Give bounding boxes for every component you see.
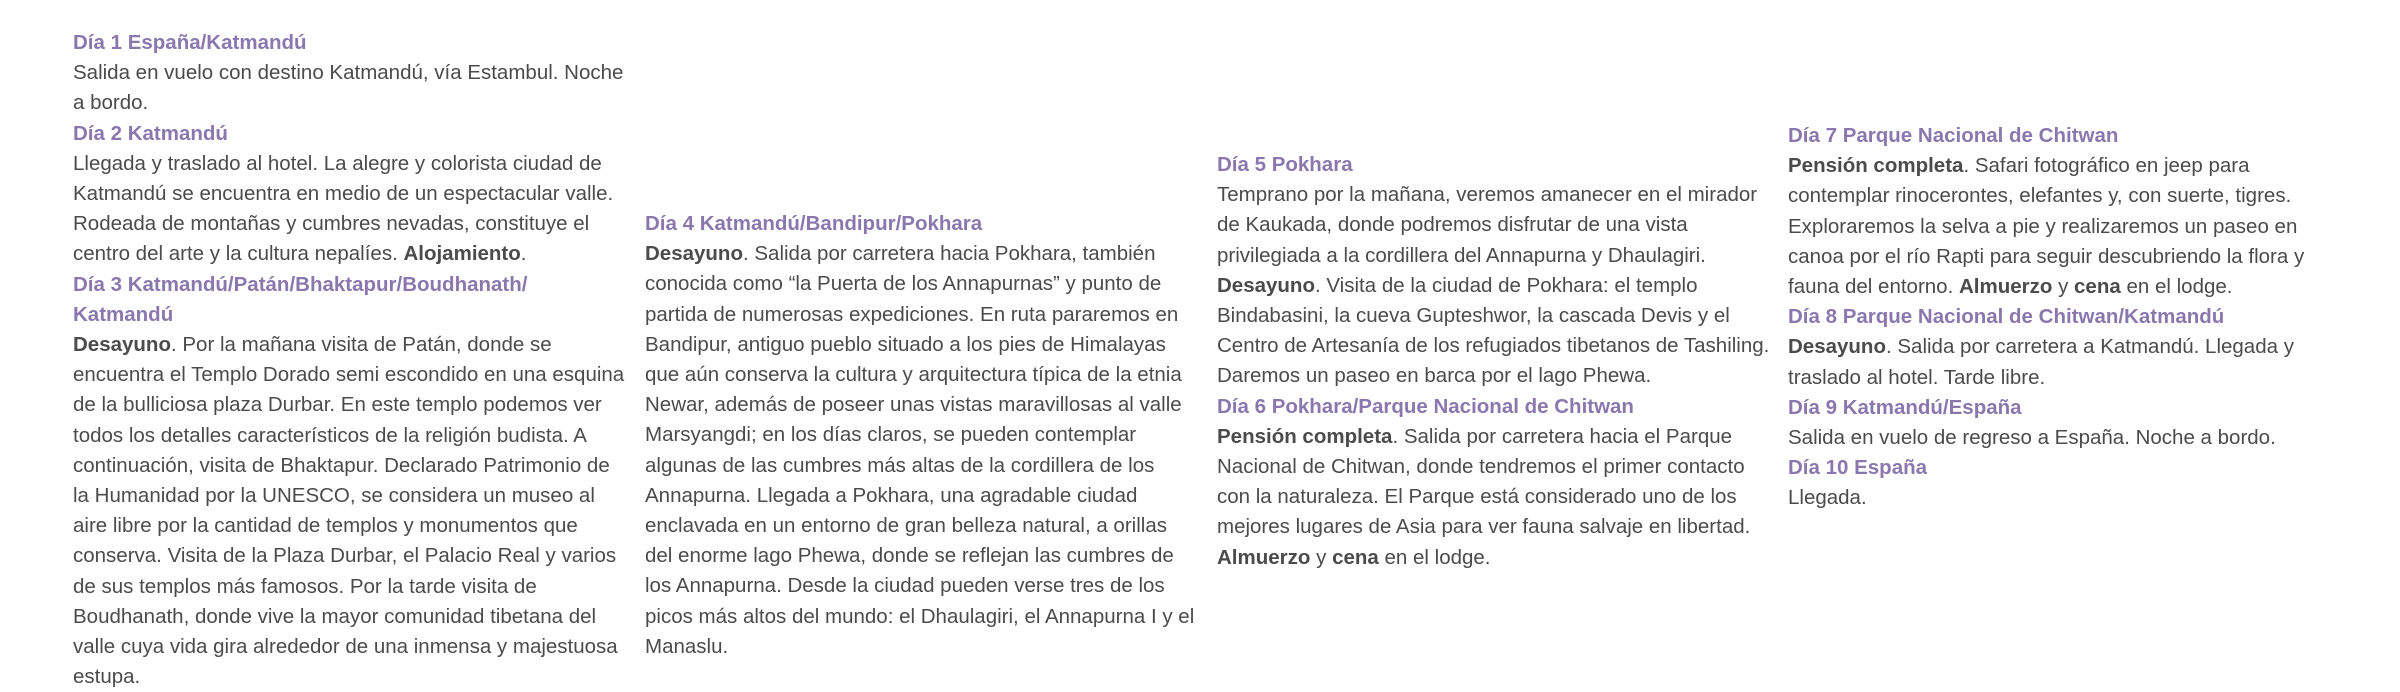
day-7-y: y (2052, 275, 2075, 299)
day-7-title: Día 7 Parque Nacional de Chitwan (1788, 124, 2119, 147)
day-1-text: Salida en vuelo con destino Katmandú, vía Estambul. Noche a bordo. (73, 61, 624, 115)
day-3-text (73, 330, 628, 692)
day-8-text (1788, 332, 2343, 392)
column-4 (1788, 28, 2343, 514)
itinerary-page (73, 28, 2343, 689)
day-1-title: Día 1 España/Katmandú (73, 31, 307, 54)
day-10-title: Día 10 España (1788, 456, 1928, 480)
day-4-title: Día 4 Katmandú/Bandipur/Pokhara (645, 212, 983, 235)
day-6-bold: Pensión completa (1217, 424, 1393, 448)
column-2 (645, 28, 1200, 662)
day-2-title: Día 2 Katmandú (73, 121, 228, 145)
day-4-body: . Salida por carretera hacia Pokhara, también conocida como “la Puerta de los Annapurnas” y punto de partida de numerosas expediciones. En ruta pararemos en Bandipur, antiguo pueblo situado a los pies de Himalayas que aún conserva la cultura y arquitectura típica de la etnia Newar, además de poseer unas vistas maravillosas al valle Marsyangdi; en los días claros, se pueden contemplar algunas de las cumbres más altas de la cordillera de los Annapurna. Llegada a Pokhara, una agradable ciudad enclavada en un entorno de gran belleza natural, a orillas del enorme lago Phewa, donde se reflejan las cumbres de los Annapurna. Desde la ciudad pueden verse tres de los picos más altos del mundo: el Dhaulagiri, el Annapurna I y el Manaslu. (645, 242, 1195, 658)
day-7-body: . Safari fotográfico en jeep para contemplar rinocerontes, elefantes y, con suerte, tigres. Exploraremos la selva a pie y realizaremos un paseo en canoa por el río Rapti para seguir descubriendo la flora y fauna del entorno. (1788, 154, 2305, 299)
day-6-body: . Salida por carretera hacia el Parque Nacional de Chitwan, donde tendremos el primer contacto con la naturaleza. El Parque está considerado uno de los mejores lugares de Asia para ver fauna salvaje en libertad. (1217, 424, 1751, 539)
day-4-text (645, 239, 1200, 662)
day-6-bold-2: Almuerzo (1217, 545, 1311, 569)
day-8-body: . Salida por carretera a Katmandú. Llegada y traslado al hotel. Tarde libre. (1788, 335, 2294, 389)
day-2-body: Llegada y traslado al hotel. La alegre y colorista ciudad de Katmandú se encuentra en medio de un espectacular valle. Rodeada de montañas y cumbres nevadas, constituye el centro del arte y la cultura nepalíes. (73, 151, 614, 266)
day-9-text: Salida en vuelo de regreso a España. Noche a bordo. (1788, 426, 2276, 450)
day-6-end: en el lodge. (1378, 545, 1491, 569)
day-5-bold: Desayuno (1217, 273, 1315, 297)
day-6-title: Día 6 Pokhara/Parque Nacional de Chitwan (1217, 394, 1634, 418)
day-6-bold-3: cena (1332, 545, 1379, 569)
column-3 (1217, 28, 1772, 573)
day-4-bold: Desayuno (645, 242, 743, 266)
day-8-title: Día 8 Parque Nacional de Chitwan/Katmandú (1788, 305, 2225, 329)
day-3-title: Día 3 Katmandú/Patán/Bhaktapur/Boudhanath/ Katmandú (73, 272, 528, 326)
day-5-body-2: . Visita de la ciudad de Pokhara: el templo Bindabasini, la cueva Gupteshwor, la cascada Devis y el Centro de Artesanía de los refugiados tibetanos de Tashiling. Daremos un paseo en barca por el lago Phewa. (1217, 273, 1770, 388)
day-7-bold-2: Almuerzo (1958, 275, 2053, 299)
day-2-text (73, 149, 628, 270)
day-3-body: . Por la mañana visita de Patán, donde se encuentra el Templo Dorado semi escondido en una esquina de la bulliciosa plaza Durbar. En este templo podemos ver todos los detalles característicos de la religión budista. A continuación, visita de Bhaktapur. Declarado Patrimonio de la Humanidad por la UNESCO, se considera un museo al aire libre por la cantidad de templos y monumentos que conserva. Visita de la Plaza Durbar, el Palacio Real y varios de sus templos más famosos. Por la tarde visita de Boudhanath, donde vive la mayor comunidad tibetana del valle cuya vida gira alrededor de una inmensa y majestuosa estupa. (73, 333, 625, 689)
day-6-y: y (1310, 545, 1333, 569)
day-3-bold: Desayuno (73, 333, 171, 357)
day-8-bold: Desayuno (1788, 335, 1886, 359)
day-7-bold: Pensión completa (1788, 154, 1964, 178)
day-9-title: Día 9 Katmandú/España (1788, 395, 2022, 419)
day-6-text (1217, 422, 1772, 573)
day-7-text (1788, 151, 2343, 302)
day-7-end: en el lodge. (2120, 275, 2233, 299)
day-5-text (1217, 180, 1772, 391)
day-7-bold-3: cena (2074, 275, 2121, 299)
day-2-end: . (520, 242, 527, 266)
day-10-text: Llegada. (1788, 486, 1867, 510)
column-1 (73, 28, 628, 692)
day-5-title: Día 5 Pokhara (1217, 153, 1353, 176)
day-2-bold: Alojamiento (403, 242, 521, 266)
day-5-body-1: Temprano por la mañana, veremos amanecer en el mirador de Kaukada, donde podremos disfrutar de una vista privilegiada a la cordillera del Annapurna y Dhaulagiri. (1217, 183, 1758, 267)
